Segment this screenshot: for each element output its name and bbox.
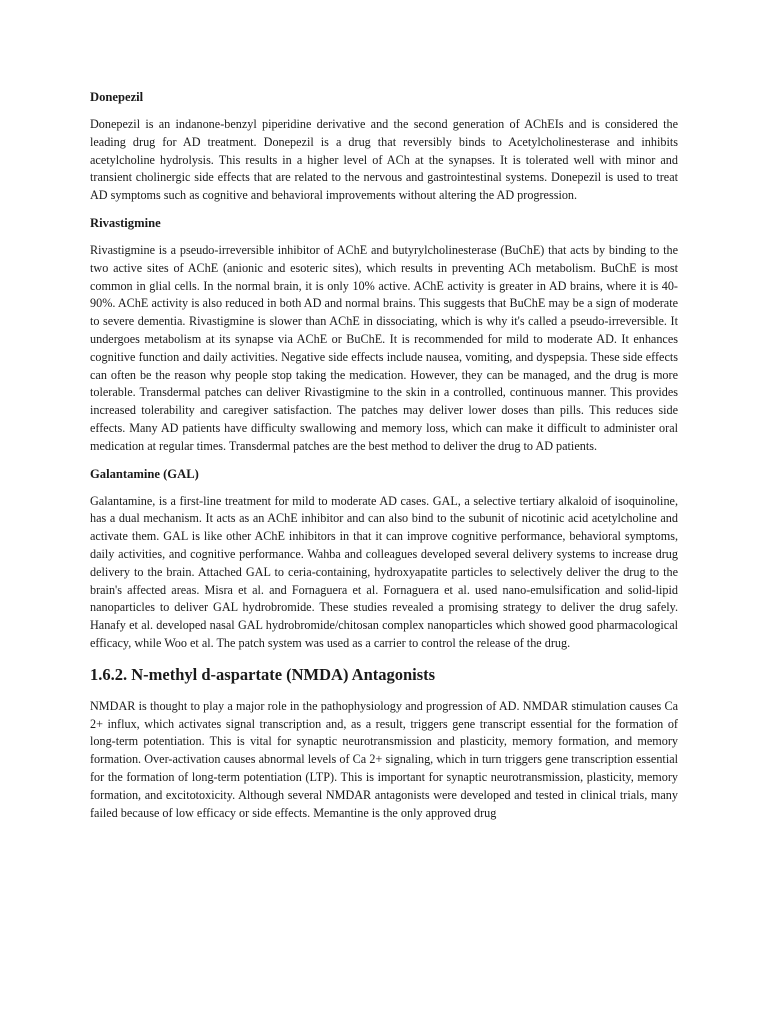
nmda-paragraph: NMDAR is thought to play a major role in the pathophysiology and progression of AD. NMDAR stimulation causes Ca 2+ influx, which activates signal transcription and, as a result, triggers gene transcript essential for the formation of long-term potentiation. This is vital for synaptic neurotransmission and plasticity, memory formation, and memory formation. Over-activation causes abnormal levels of Ca 2+ signaling, which in turn triggers gene transcription essential for the formation of long-term potentiation (LTP). This is important for synaptic neurotransmission, plasticity, memory formation, and excitotoxicity. Although several NMDAR antagonists were developed and tested in clinical trials, many failed because of low efficacy or side effects. Memantine is the only approved drug <box>90 698 678 820</box>
nmda-section-heading: 1.6.2. N-methyl d-aspartate (NMDA) Antagonists <box>90 664 436 684</box>
donepezil-paragraph: Donepezil is an indanone-benzyl piperidine derivative and the second generation of AChEIs and is considered the leading drug for AD treatment. Donepezil is a drug that reversibly binds to Acetylcholinesterase and inhibits acetylcholine hydrolysis. This results in a higher level of ACh at the synapses. It is tolerated well with minor and transient cholinergic side effects that are related to the nervous and gastrointestinal systems. Donepezil is used to treat AD symptoms such as cognitive and behavioral improvements without altering the AD progression. <box>90 117 678 203</box>
galantamine-paragraph: Galantamine, is a first-line treatment for mild to moderate AD cases. GAL, a selective tertiary alkaloid of isoquinoline, has a dual mechanism. It acts as an AChE inhibitor and can also bind to the subunit of nicotinic acid acetylcholine and activate them. GAL is like other AChE inhibitors in that it can improve cognitive performance, behavioral symptoms, daily activities, and cognitive performance. Wahba and colleagues developed several delivery systems to increase drug delivery to the brain. Attached GAL to ceria-containing, hydroxyapatite particles to selectively deliver the drug to the brain's affected areas. Misra et al. and Fornaguera et al. Fornaguera et al. used nano-emulsification and solid-lipid nanoparticles to deliver GAL hydrobromide. These studies revealed a promising strategy to deliver the drug safely. Hanafy et al. developed nasal GAL hydrobromide/chitosan complex nanoparticles which showed good pharmacological efficacy, while Woo et al. The patch system was used as a carrier to control the release of the drug. <box>90 493 678 650</box>
rivastigmine-heading: Rivastigmine <box>90 215 161 230</box>
rivastigmine-paragraph: Rivastigmine is a pseudo-irreversible inhibitor of AChE and butyrylcholinesterase (BuChE) that acts by binding to the two active sites of AChE (anionic and esoteric sites), which results in preventing ACh metabolism. BuChE is most common in glial cells. In the normal brain, it is only 10% active. AChE activity is greater in AD brains, where it is 40-90%. AChE activity is also reduced in both AD and normal brains. This suggests that BuChE may be a sign of moderate to severe dementia. Rivastigmine is slower than AChE in dissociating, which is why it's called a pseudo-irreversible. It undergoes metabolism at its synapse via AChE or BuChE. It is recommended for mild to moderate AD. It enhances cognitive function and daily activities. Negative side effects include nausea, vomiting, and dyspepsia. These side effects can often be the reason why people stop taking the medication. However, they can be managed, and the drug is more tolerable. Transdermal patches can deliver Rivastigmine to the skin in a controlled, continuous manner. This provides increased tolerability and caregiver satisfaction. The patches may deliver lower doses than pills. This reduces side effects. Many AD patients have difficulty swallowing and memory loss, which can make it difficult to administer oral medication at regular times. Transdermal patches are the best method to deliver the drug to AD patients. <box>90 242 678 453</box>
donepezil-heading: Donepezil <box>90 90 144 104</box>
galantamine-heading: Galantamine (GAL) <box>90 466 199 481</box>
document-page <box>90 88 678 831</box>
